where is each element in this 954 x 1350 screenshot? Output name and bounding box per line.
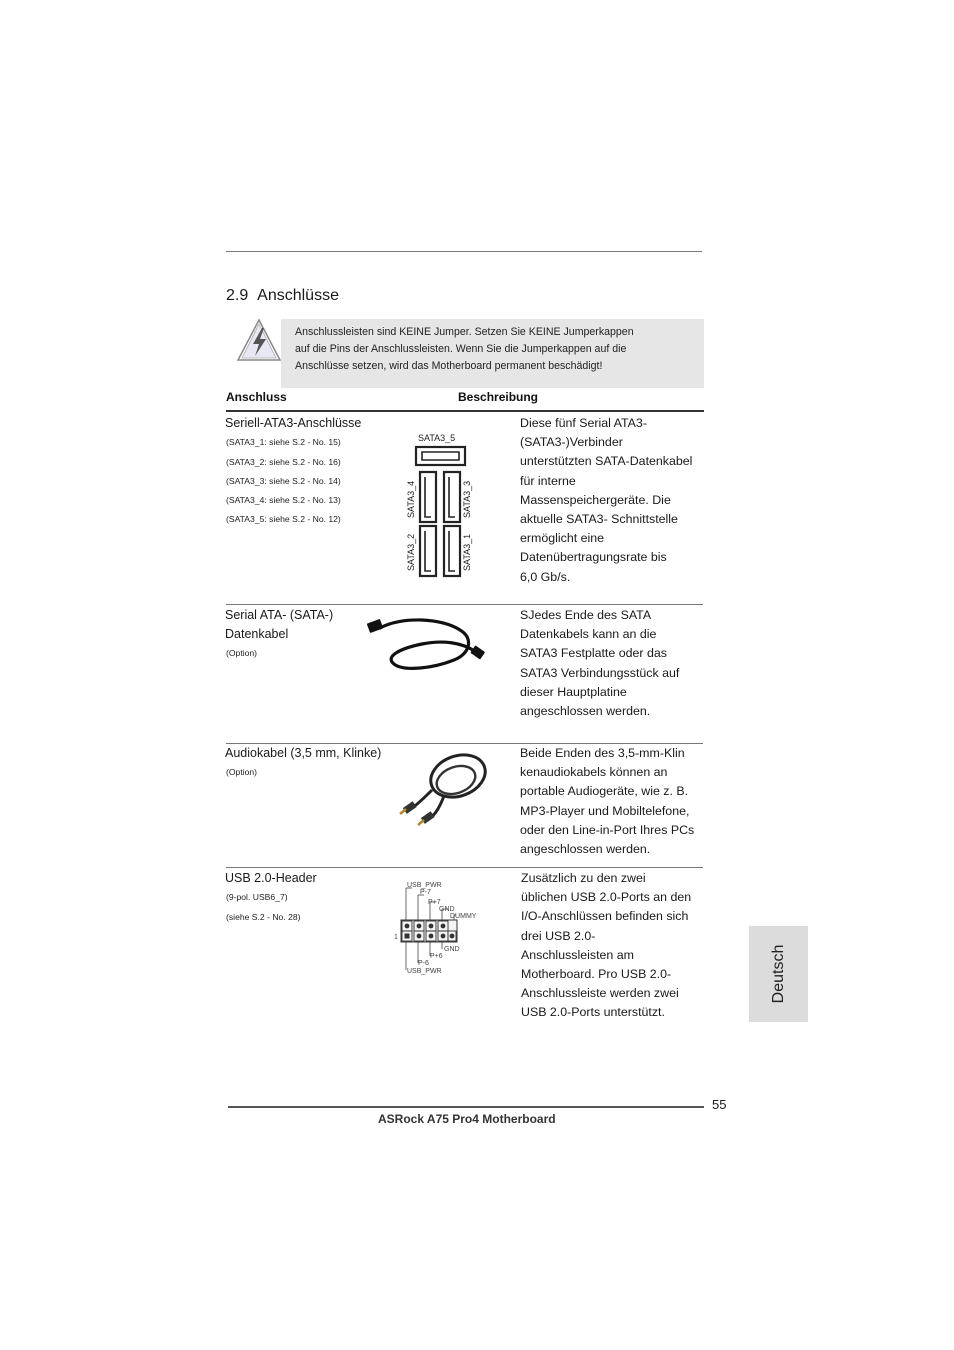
row-audio-cable-option: (Option) <box>226 767 258 777</box>
pin-label-p-plus-6: P+6 <box>430 953 443 960</box>
language-tab: Deutsch <box>749 926 808 1022</box>
row-sata-cable-name-2: Datenkabel <box>225 627 289 641</box>
row-usb-header-description: Zusätzlich zu den zwei üblichen USB 2.0-Ports an den I/O-Anschlüssen befinden sich drei USB 2.0- Anschlussleisten am Motherboard. Pro USB 2.0- Anschlussleiste werden zwei USB 2.0-Ports unterstützt. <box>521 871 692 1020</box>
row-usb-header-name: USB 2.0-Header <box>225 871 317 885</box>
row-sata3-sub-3: (SATA3_3: siehe S.2 - No. 14) <box>226 476 341 486</box>
sata-cable-image <box>362 614 492 674</box>
row-sata-cable-name-1: Serial ATA- (SATA-) <box>225 608 334 622</box>
sata3-1-port <box>444 526 460 576</box>
table-header-rule <box>226 410 704 412</box>
sata3-4-port <box>420 472 436 522</box>
sata3-connector-diagram <box>400 428 490 578</box>
pin-label-1: 1 <box>394 934 398 941</box>
usb-header-pin-diagram <box>392 878 484 976</box>
row-sata-cable-option: (Option) <box>226 648 258 658</box>
footer-title: ASRock A75 Pro4 Motherboard <box>378 1112 556 1126</box>
row-usb-header-sub-2: (siehe S.2 - No. 28) <box>226 912 301 922</box>
sata3-3-label: SATA3_3 <box>462 480 472 518</box>
row-sata3-name: Seriell-ATA3-Anschlüsse <box>225 416 362 430</box>
row-sata3-sub-1: (SATA3_1: siehe S.2 - No. 15) <box>226 437 341 447</box>
pin-label-usb-pwr-bottom: USB_PWR <box>407 968 442 975</box>
row-audio-cable-name: Audiokabel (3,5 mm, Klinke) <box>225 746 382 760</box>
page-number: 55 <box>712 1097 727 1112</box>
header-rule <box>226 251 702 252</box>
pin-label-p-minus-7: P-7 <box>420 889 431 896</box>
row-sata-cable-description: SJedes Ende des SATA Datenkabels kann an die SATA3 Festplatte oder das SATA3 Verbindungsstück auf dieser Hauptplatine angeschlossen werden. <box>520 608 680 719</box>
sata3-3-port <box>444 472 460 522</box>
row-sata3-sub-2: (SATA3_2: siehe S.2 - No. 16) <box>226 457 341 467</box>
sata3-4-label: SATA3_4 <box>406 480 416 518</box>
sata3-5-label: SATA3_5 <box>418 433 456 443</box>
section-title: 2.9 Anschlüsse <box>226 287 339 304</box>
warning-text: Anschlussleisten sind KEINE Jumper. Setzen Sie KEINE Jumperkappen auf die Pins der Anschlussleisten. Wenn Sie die Jumperkappen auf die Anschlüsse setzen, wird das Motherboard permanent beschädigt! <box>295 326 634 372</box>
row-sata3-sub-5: (SATA3_5: siehe S.2 - No. 12) <box>226 514 341 524</box>
pin-label-gnd-top: GND <box>439 906 455 913</box>
audio-cable-image <box>396 748 496 830</box>
row-usb-header-sub-1: (9-pol. USB6_7) <box>226 892 288 902</box>
row-sata3-description: Diese fünf Serial ATA3- (SATA3-)Verbinder unterstützten SATA-Datenkabel für interne Massenspeichergeräte. Die aktuelle SATA3- Schnittstelle ermöglicht eine Datenübertragungsrate bis 6,0 Gb/s. <box>520 416 693 584</box>
sata3-2-label: SATA3_2 <box>406 533 416 571</box>
footer-rule <box>228 1106 704 1108</box>
pin-label-dummy: DUMMY <box>450 913 477 920</box>
row-audio-cable-description: Beide Enden des 3,5-mm-Klin kenaudiokabels können an portable Audiogeräte, wie z. B. MP3-Player und Mobiltelefone, oder den Line-in-Port Ihres PCs angeschlossen werden. <box>520 746 695 857</box>
row-sata3-sub-4: (SATA3_4: siehe S.2 - No. 13) <box>226 495 341 505</box>
sata3-1-label: SATA3_1 <box>462 533 472 571</box>
warning-icon <box>236 318 282 362</box>
pin-label-p-minus-6: P-6 <box>418 960 429 967</box>
pin-label-p-plus-7: P+7 <box>428 899 441 906</box>
pin-label-gnd-bottom: GND <box>444 946 460 953</box>
pin-label-usb-pwr-top: USB_PWR <box>407 882 442 889</box>
column-header-description: Beschreibung <box>458 390 539 404</box>
sata3-2-port <box>420 526 436 576</box>
column-header-connector: Anschluss <box>226 390 287 404</box>
row-divider-3 <box>226 867 703 868</box>
row-divider-1 <box>226 604 703 605</box>
